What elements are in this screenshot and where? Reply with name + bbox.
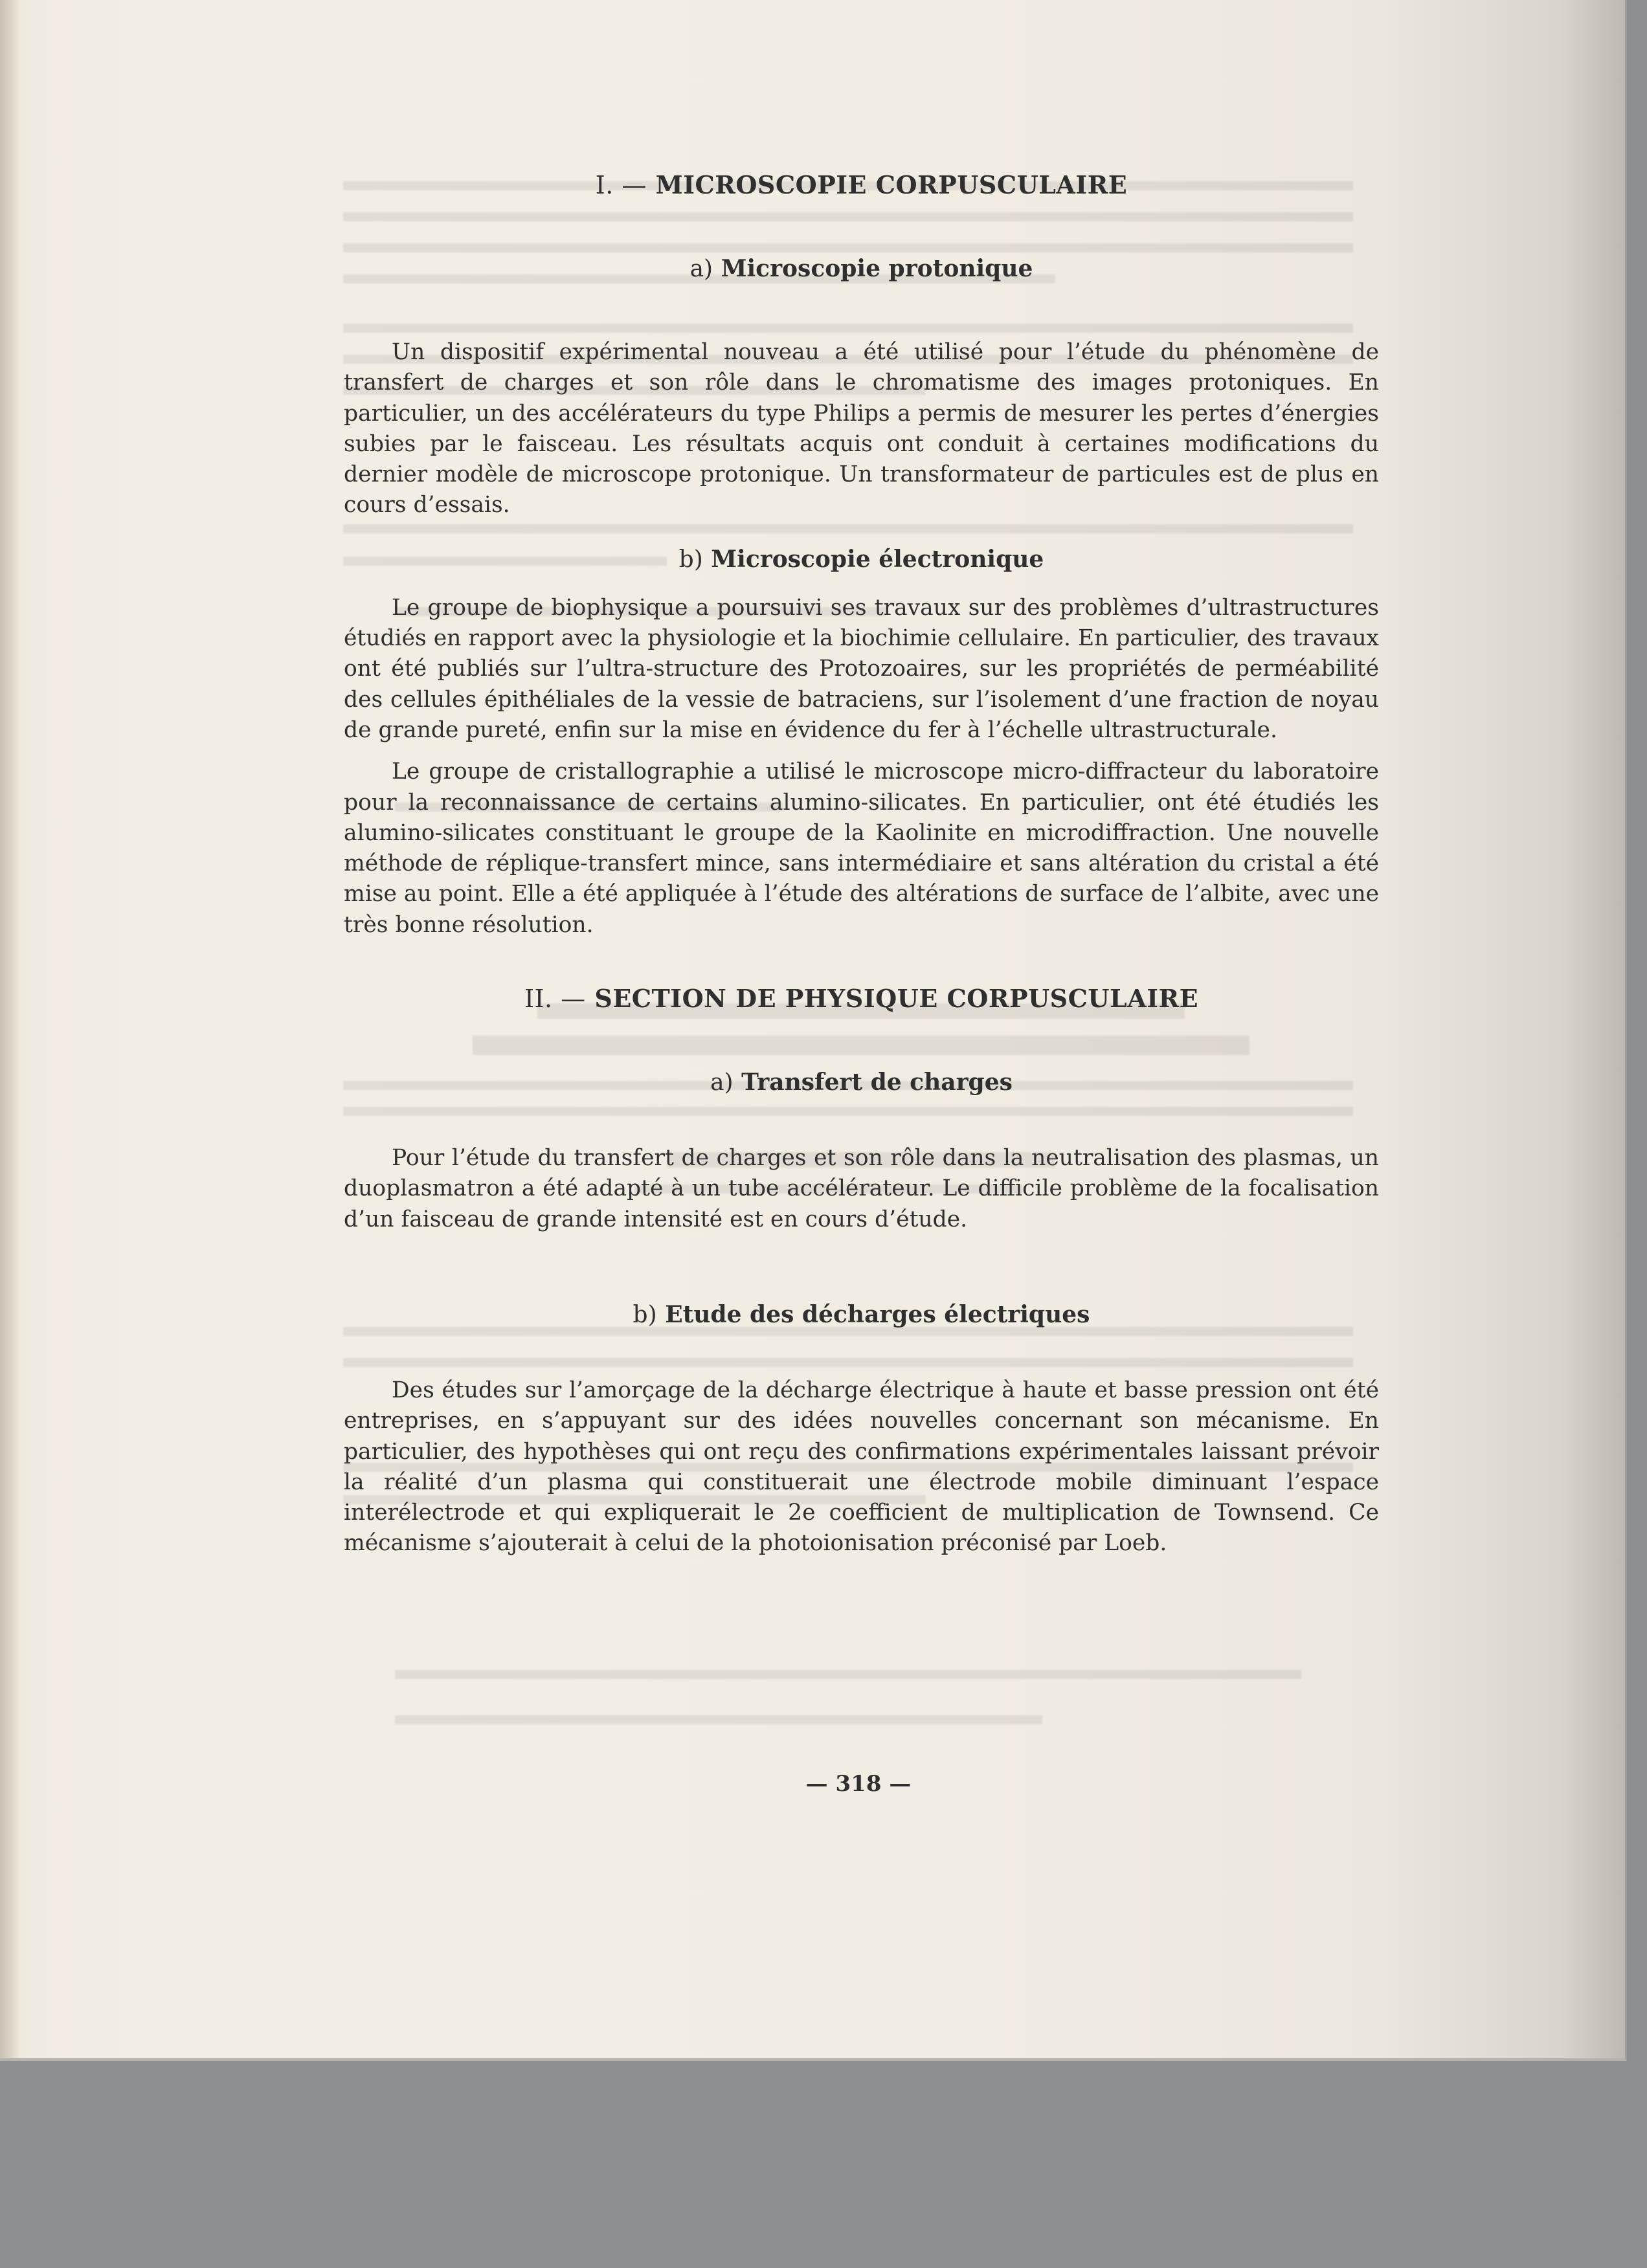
section-title: MICROSCOPIE CORPUSCULAIRE xyxy=(655,170,1128,199)
subsection-title: Microscopie électronique xyxy=(711,545,1044,573)
subsection-label: b) xyxy=(633,1301,657,1328)
section-heading xyxy=(344,170,1379,201)
subsection-title: Transfert de charges xyxy=(741,1069,1013,1096)
subsection-heading xyxy=(344,254,1379,284)
subsection-label: a) xyxy=(689,256,713,282)
paragraph: Le groupe de biophysique a poursuivi ses travaux sur des problèmes d’ultrastructures étudiés en rapport avec la physiologie et la biochimie cellulaire. En particulier, des travaux ont été publiés sur l’ultra-structure des Protozoaires, sur les propriétés de perméabilité des cellules épithéliales de la vessie de batraciens, sur l’isolement d’une fraction de noyau de grande pureté, enfin sur la mise en évidence du fer à l’échelle ultrastructurale. xyxy=(344,594,1379,743)
text-column xyxy=(344,170,1379,1559)
section-number: I. — xyxy=(595,171,647,199)
section-title: SECTION DE PHYSIQUE CORPUSCULAIRE xyxy=(594,984,1199,1014)
subsection-heading xyxy=(344,1300,1379,1330)
paragraph: Un dispositif expérimental nouveau a été utilisé pour l’étude du phénomène de transfert de charges et son rôle dans le chromatisme des images protoniques. En particulier, un des accélérateurs du type Philips a permis de mesurer les pertes d’énergies subies par le faisceau. Les résultats acquis ont conduit à certaines modifications du dernier modèle de microscope protonique. Un transformateur de particules est de plus en cours d’essais. xyxy=(344,339,1379,518)
subsection-title: Microscopie protonique xyxy=(721,255,1033,282)
paragraph: Le groupe de cristallographie a utilisé le microscope micro-diffracteur du laboratoire pour la reconnaissance de certains alumino-silicates. En particulier, ont été étudiés les alumino-silicates constituant le groupe de la Kaolinite en microdiffraction. Une nouvelle méthode de réplique-transfert mince, sans intermédiaire et sans altération du cristal a été mise au point. Elle a été appliquée à l’étude des altérations de surface de l’albite, avec une très bonne résolution. xyxy=(344,759,1379,938)
page-spine-shadow xyxy=(0,0,19,2058)
paragraph: Des études sur l’amorçage de la décharge électrique à haute et basse pression ont été entreprises, en s’appuyant sur des idées nouvelles concernant son mécanisme. En particulier, des hypothèses qui ont reçu des confirmations expérimentales laissant prévoir la réalité d’un plasma qui constituerait une électrode mobile diminuant l’espace interélectrode et qui expliquerait le 2e coefficient de multiplication de Townsend. Ce mécanisme s’ajouterait à celui de la photoionisation préconisé par Loeb. xyxy=(344,1377,1379,1557)
subsection-label: a) xyxy=(710,1069,734,1096)
paragraph: Pour l’étude du transfert de charges et son rôle dans la neutralisation des plasmas, un duoplasmatron a été adapté à un tube accélérateur. Le difficile problème de la focalisation d’un faisceau de grande intensité est en cours d’étude. xyxy=(344,1145,1379,1232)
subsection-heading xyxy=(344,1067,1379,1098)
section-number: II. — xyxy=(524,984,586,1014)
subsection-label: b) xyxy=(678,546,703,573)
section-heading xyxy=(344,983,1379,1014)
page-number: — 318 — xyxy=(805,1771,912,1797)
subsection-title: Etude des décharges électriques xyxy=(665,1300,1090,1328)
subsection-heading xyxy=(344,544,1379,575)
